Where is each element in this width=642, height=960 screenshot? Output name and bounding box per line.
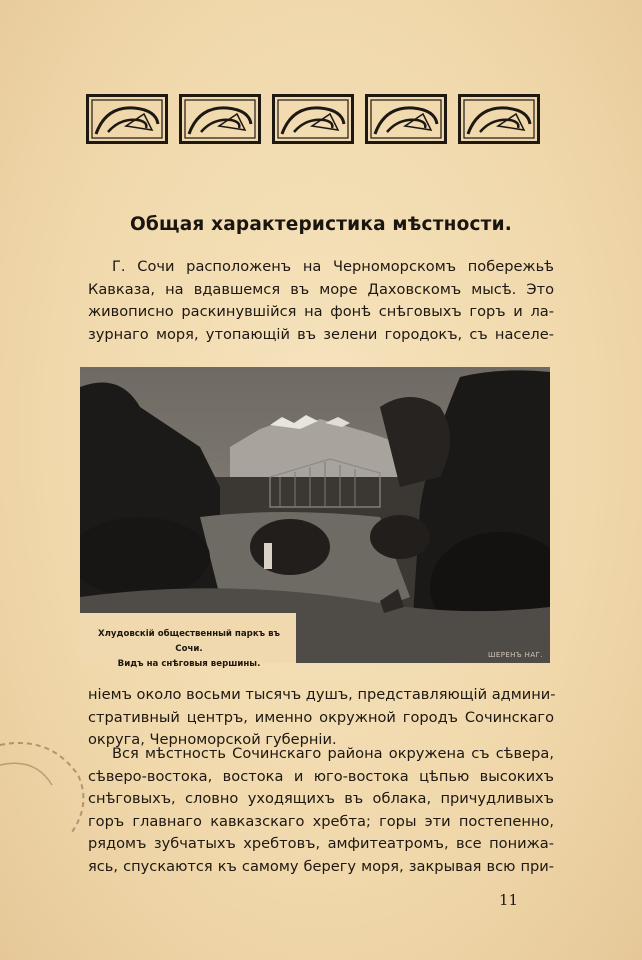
photographer-credit: ШЕРЕНЪ НАГ. xyxy=(488,651,543,659)
text-line: снѣговыхъ, словно уходящихъ въ облака, причудливыхъ xyxy=(88,790,554,807)
text-line: сѣверо-востока, востока и юго-востока цѣпью высокихъ xyxy=(88,767,554,785)
ornament-tile xyxy=(365,94,447,144)
ornament-border xyxy=(86,94,540,146)
text-line: Г. Сочи расположенъ на Черноморскомъ побережьѣ xyxy=(112,258,554,275)
ornament-tile xyxy=(179,94,261,144)
paragraph-intro xyxy=(88,256,554,346)
text-line: горъ главнаго кавказскаго хребта; горы эти постепенно, xyxy=(88,812,554,830)
page-number: 11 xyxy=(499,891,519,909)
text-line: Кавказа, на вдавшемся въ море Даховскомъ мысѣ. Это xyxy=(88,280,554,298)
text-line: живописно раскинувшійся на фонѣ снѣговыхъ горъ и ла- xyxy=(88,303,554,320)
text-line: Вся мѣстность Сочинскаго района окружена съ сѣвера, xyxy=(112,745,554,762)
caption-line: Видъ на снѣговыя вершины. xyxy=(117,659,261,669)
photo-caption xyxy=(84,627,294,672)
text-line: округа, Черноморской губерніи. xyxy=(88,731,337,748)
caption-line: Хлудовскій общественный паркъ въ Сочи. xyxy=(98,629,280,654)
paragraph-population xyxy=(88,684,554,752)
ornament-tile xyxy=(86,94,168,144)
paragraph-mountains xyxy=(88,743,554,878)
library-stamp-mark xyxy=(0,735,90,845)
section-heading: Общая характеристика мѣстности. xyxy=(130,214,512,235)
ornament-tile xyxy=(272,94,354,144)
text-line: ніемъ около восьми тысячъ душъ, представляющій админи- xyxy=(88,686,556,703)
text-line: рядомъ зубчатыхъ хребтовъ, амфитеатромъ, все понижа- xyxy=(88,835,554,852)
text-line: стративный центръ, именно окружной городъ Сочинскаго xyxy=(88,708,554,726)
text-line: ясь, спускаются къ самому берегу моря, закрывая всю при- xyxy=(88,857,554,875)
text-line: зурнаго моря, утопающій въ зелени городокъ, съ населе- xyxy=(88,325,554,343)
ornament-tile xyxy=(458,94,540,144)
